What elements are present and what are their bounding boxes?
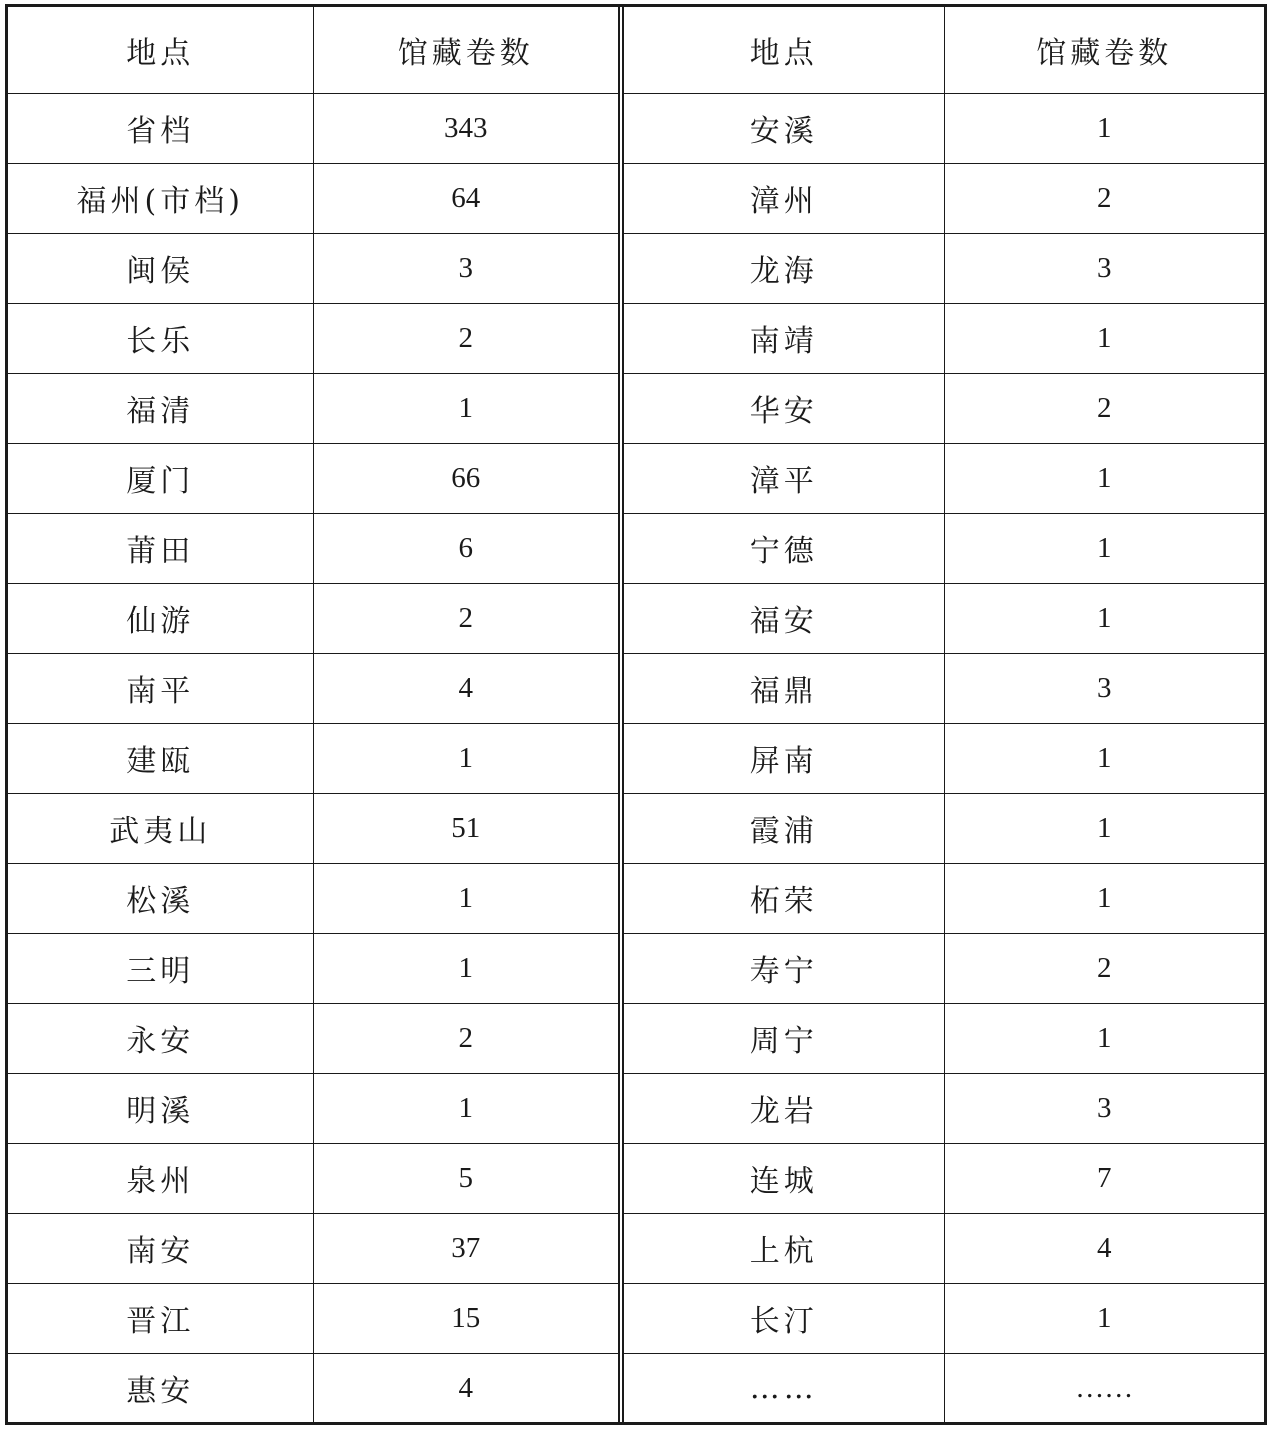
volumes-cell: 66: [313, 443, 618, 513]
table-row: [8, 583, 618, 653]
volumes-cell: 3: [944, 1073, 1264, 1143]
location-cell: 松溪: [8, 863, 313, 933]
volumes-cell: 7: [944, 1143, 1264, 1213]
location-cell: 南安: [8, 1213, 313, 1283]
volumes-cell: 2: [944, 373, 1264, 443]
volumes-cell: 1: [944, 1283, 1264, 1353]
location-cell: 霞浦: [624, 793, 944, 863]
right-table-body: [624, 93, 1264, 1423]
volumes-cell: 1: [313, 863, 618, 933]
location-cell: 省档: [8, 93, 313, 163]
volumes-cell: 1: [313, 933, 618, 1003]
archive-holdings-table: [5, 4, 1267, 1425]
table-row: [8, 933, 618, 1003]
volumes-cell: 4: [944, 1213, 1264, 1283]
table-row: [8, 1213, 618, 1283]
table-row: [8, 1073, 618, 1143]
table-row: [8, 1283, 618, 1353]
location-cell: 屏南: [624, 723, 944, 793]
table-row: [8, 513, 618, 583]
table-row: [624, 303, 1264, 373]
header-location: 地点: [8, 7, 313, 93]
table-row: [624, 1003, 1264, 1073]
location-cell: 建瓯: [8, 723, 313, 793]
header-volumes: 馆藏卷数: [313, 7, 618, 93]
location-cell: 晋江: [8, 1283, 313, 1353]
volumes-cell: 37: [313, 1213, 618, 1283]
table-row: [624, 1073, 1264, 1143]
location-cell: 漳州: [624, 163, 944, 233]
header-row: [8, 7, 618, 93]
location-cell: 长汀: [624, 1283, 944, 1353]
table-row: [624, 723, 1264, 793]
volumes-cell: 2: [944, 163, 1264, 233]
volumes-cell: 1: [944, 513, 1264, 583]
location-cell: 上杭: [624, 1213, 944, 1283]
table-row: [624, 1213, 1264, 1283]
table-row: [624, 793, 1264, 863]
location-cell: 南靖: [624, 303, 944, 373]
location-cell: 柘荣: [624, 863, 944, 933]
volumes-cell: 5: [313, 1143, 618, 1213]
table-row: [8, 1143, 618, 1213]
table-row: [8, 723, 618, 793]
volumes-cell: 1: [313, 1073, 618, 1143]
location-cell: 莆田: [8, 513, 313, 583]
location-cell: 连城: [624, 1143, 944, 1213]
table-row: [8, 863, 618, 933]
table-row: [8, 373, 618, 443]
header-row: [624, 7, 1264, 93]
table-row: [8, 233, 618, 303]
table-row: [8, 1353, 618, 1423]
table-row: [624, 863, 1264, 933]
location-cell: 福鼎: [624, 653, 944, 723]
volumes-cell: 1: [944, 303, 1264, 373]
location-cell: 泉州: [8, 1143, 313, 1213]
table-right-half: [624, 7, 1264, 1422]
table-row: [8, 443, 618, 513]
location-cell: 漳平: [624, 443, 944, 513]
location-cell: 武夷山: [8, 793, 313, 863]
location-cell: 寿宁: [624, 933, 944, 1003]
table-row: [624, 233, 1264, 303]
volumes-cell: 1: [944, 93, 1264, 163]
table-row: [624, 163, 1264, 233]
volumes-cell: 2: [944, 933, 1264, 1003]
table-row: [624, 93, 1264, 163]
left-table: [8, 7, 618, 1423]
location-cell: 南平: [8, 653, 313, 723]
volumes-cell: 6: [313, 513, 618, 583]
location-cell: 宁德: [624, 513, 944, 583]
volumes-cell: 1: [944, 723, 1264, 793]
location-cell: 三明: [8, 933, 313, 1003]
location-cell: 龙海: [624, 233, 944, 303]
volumes-cell: 64: [313, 163, 618, 233]
volumes-cell: 343: [313, 93, 618, 163]
table-row: [8, 303, 618, 373]
location-cell: 华安: [624, 373, 944, 443]
location-cell: 福州(市档): [8, 163, 313, 233]
volumes-cell: 1: [944, 583, 1264, 653]
header-volumes: 馆藏卷数: [944, 7, 1264, 93]
table-row: [8, 653, 618, 723]
volumes-cell: 1: [944, 863, 1264, 933]
location-cell: 惠安: [8, 1353, 313, 1423]
volumes-cell: 4: [313, 1353, 618, 1423]
table-row: [8, 163, 618, 233]
volumes-cell: 3: [944, 233, 1264, 303]
table-row: [624, 1353, 1264, 1423]
table-row: [624, 373, 1264, 443]
table-row: [624, 513, 1264, 583]
table-row: [8, 93, 618, 163]
header-location: 地点: [624, 7, 944, 93]
volumes-cell: 2: [313, 583, 618, 653]
location-cell: 永安: [8, 1003, 313, 1073]
location-cell: 周宁: [624, 1003, 944, 1073]
location-cell: 闽侯: [8, 233, 313, 303]
location-cell: 仙游: [8, 583, 313, 653]
volumes-cell: 15: [313, 1283, 618, 1353]
table-row: [624, 933, 1264, 1003]
volumes-cell: 3: [944, 653, 1264, 723]
location-cell: 明溪: [8, 1073, 313, 1143]
location-cell: 福清: [8, 373, 313, 443]
volumes-cell: 2: [313, 303, 618, 373]
table-row: [624, 1283, 1264, 1353]
location-cell: 长乐: [8, 303, 313, 373]
volumes-cell: 1: [313, 373, 618, 443]
location-cell: ……: [624, 1353, 944, 1423]
table-row: [624, 583, 1264, 653]
volumes-cell: 51: [313, 793, 618, 863]
table-row: [8, 793, 618, 863]
volumes-cell: 1: [313, 723, 618, 793]
right-table: [624, 7, 1264, 1423]
table-row: [624, 653, 1264, 723]
location-cell: 龙岩: [624, 1073, 944, 1143]
volumes-cell: 1: [944, 793, 1264, 863]
volumes-cell: 2: [313, 1003, 618, 1073]
table-row: [624, 1143, 1264, 1213]
volumes-cell: ……: [944, 1353, 1264, 1423]
left-table-body: [8, 93, 618, 1423]
table-row: [624, 443, 1264, 513]
location-cell: 福安: [624, 583, 944, 653]
volumes-cell: 3: [313, 233, 618, 303]
table-row: [8, 1003, 618, 1073]
location-cell: 厦门: [8, 443, 313, 513]
location-cell: 安溪: [624, 93, 944, 163]
volumes-cell: 1: [944, 1003, 1264, 1073]
volumes-cell: 4: [313, 653, 618, 723]
volumes-cell: 1: [944, 443, 1264, 513]
table-left-half: [8, 7, 618, 1422]
